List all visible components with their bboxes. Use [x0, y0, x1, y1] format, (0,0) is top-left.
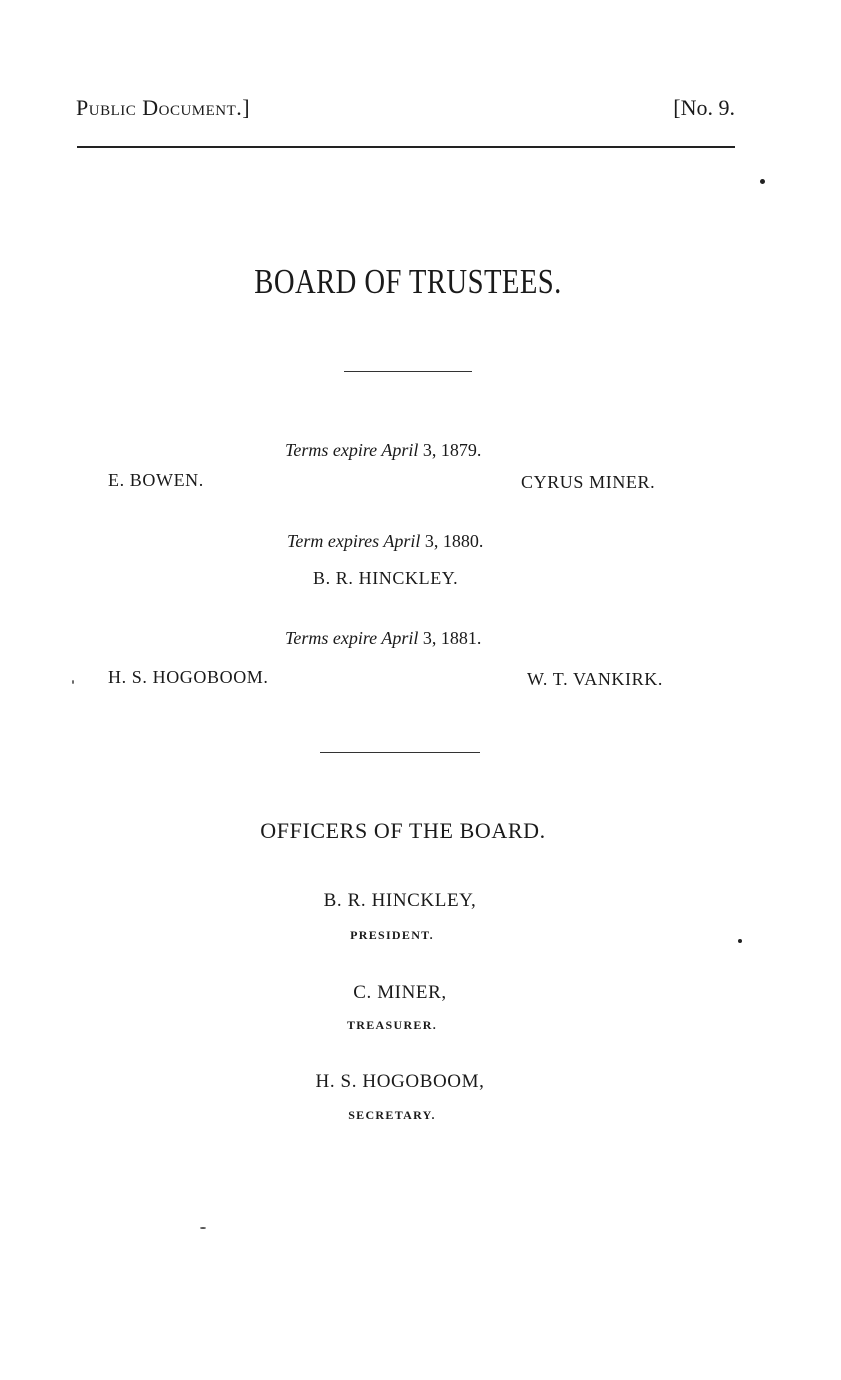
scan-speck — [72, 680, 74, 684]
term-heading-1881 — [285, 628, 481, 649]
trustee-name: CYRUS MINER. — [521, 472, 656, 492]
scan-speck — [760, 179, 765, 184]
trustee-name: W. T. VANKIRK. — [527, 669, 663, 689]
trustee-name: H. S. HOGOBOOM. — [108, 667, 269, 687]
term-label: Term expires April — [287, 531, 421, 551]
page-title: BOARD OF TRUSTEES. — [254, 262, 562, 301]
trustee-name: E. BOWEN. — [108, 470, 204, 490]
term-year: 3, 1879. — [422, 440, 482, 460]
scan-speck — [200, 1227, 206, 1229]
document-header-left: Public Document.] — [76, 95, 251, 120]
title-divider — [344, 371, 472, 372]
scan-speck — [738, 939, 742, 943]
trustee-name: B. R. HINCKLEY. — [313, 568, 459, 588]
officer-role: SECRETARY. — [348, 1108, 436, 1122]
header-divider — [77, 146, 735, 148]
officer-name: H. S. HOGOBOOM, — [315, 1071, 485, 1092]
term-heading-1879 — [285, 440, 481, 461]
term-year: 3, 1880. — [424, 531, 484, 551]
officers-heading: OFFICERS OF THE BOARD. — [260, 818, 546, 843]
section-divider — [320, 752, 480, 753]
document-number: [No. 9. — [673, 95, 735, 120]
officer-name: C. MINER, — [353, 982, 447, 1003]
term-label: Terms expire April — [285, 628, 419, 648]
term-year: 3, 1881. — [422, 628, 482, 648]
officer-name: B. R. HINCKLEY, — [323, 890, 477, 911]
officer-role: PRESIDENT. — [350, 928, 434, 942]
term-label: Terms expire April — [285, 440, 419, 460]
term-heading-1880 — [287, 531, 483, 552]
officer-role: TREASURER. — [346, 1018, 437, 1032]
